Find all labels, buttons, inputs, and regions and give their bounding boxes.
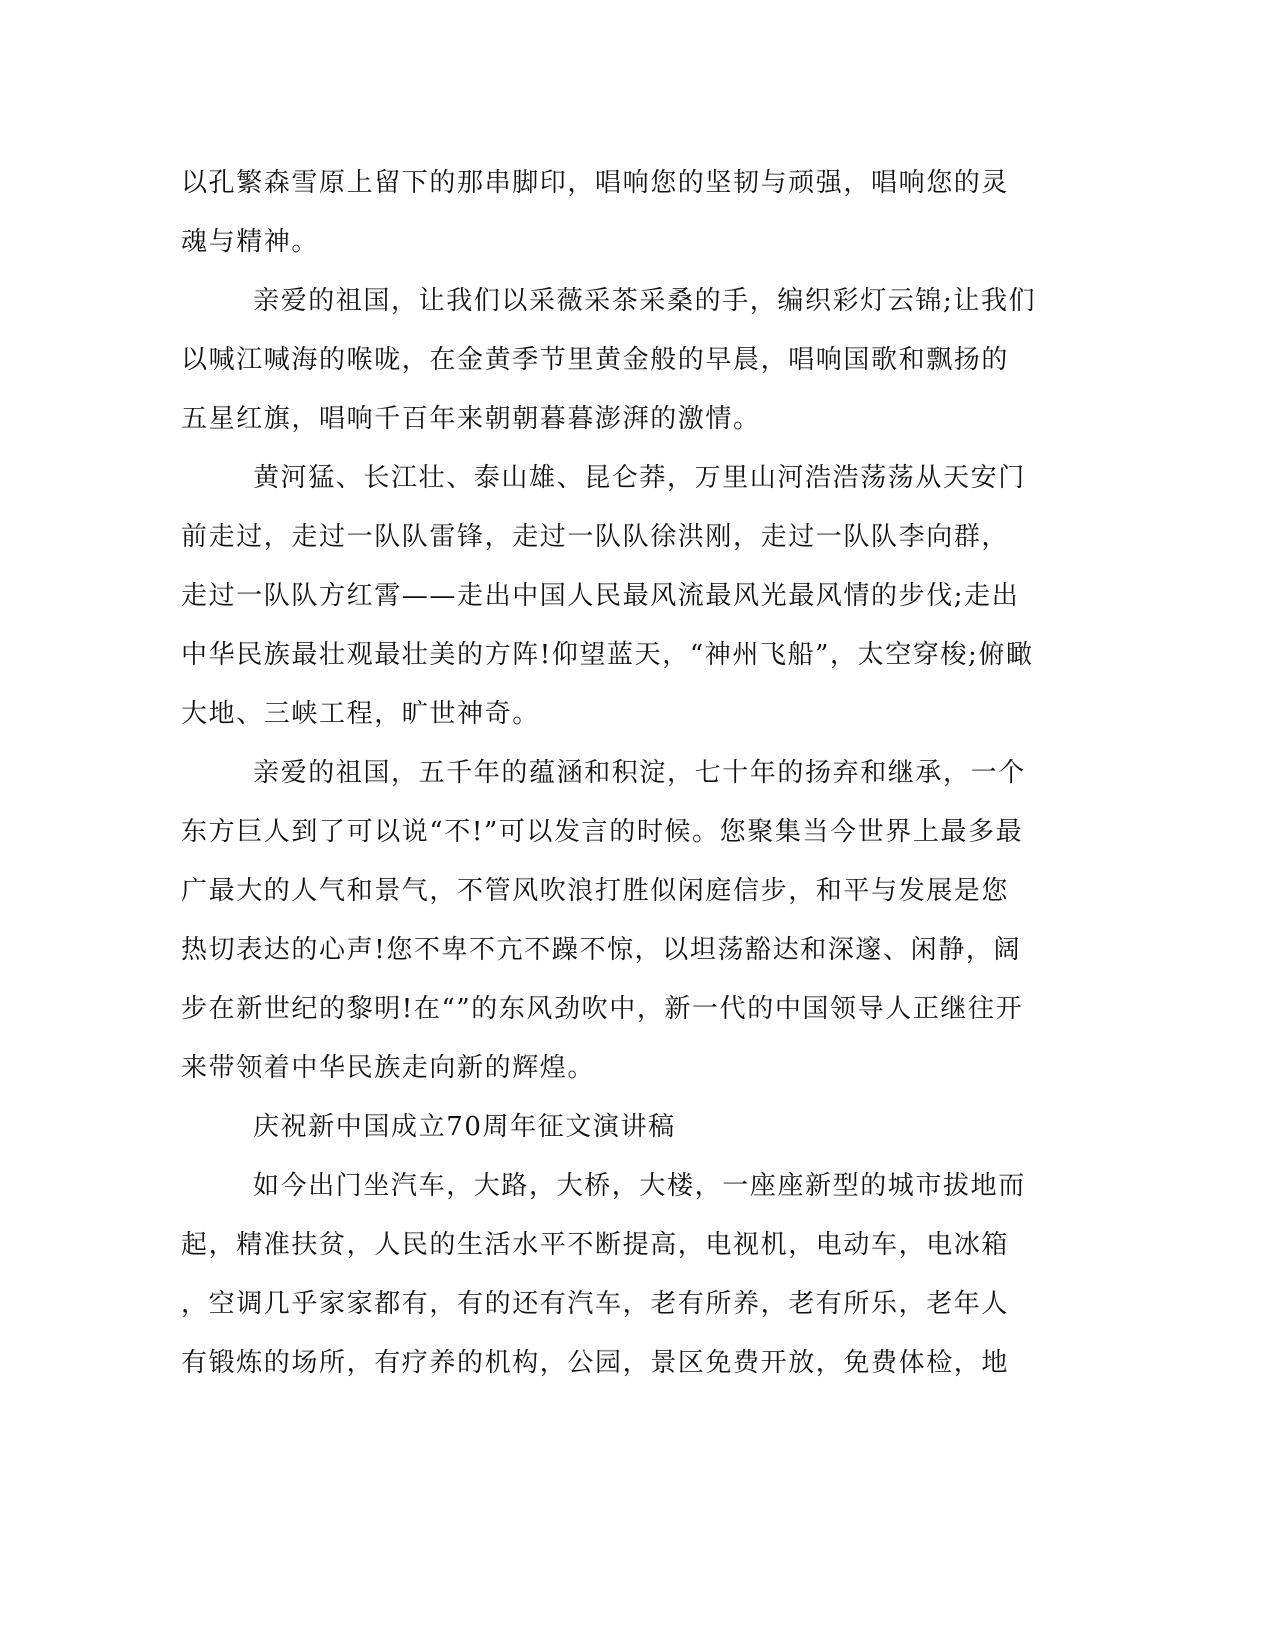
text-line: 亲爱的祖国，五千年的蕴涵和积淀，七十年的扬弃和继承，一个 <box>253 758 1026 788</box>
text-line: 以孔繁森雪原上留下的那串脚印，唱响您的坚韧与顽强，唱响您的灵 <box>181 168 1010 198</box>
text-line: 有锻炼的场所，有疗养的机构，公园，景区免费开放，免费体检，地 <box>181 1348 1010 1378</box>
text-line: 来带领着中华民族走向新的辉煌。 <box>181 1053 596 1083</box>
text-line: 起，精准扶贫，人民的生活水平不断提高，电视机，电动车，电冰箱 <box>181 1230 1010 1260</box>
text-line: 中华民族最壮观最壮美的方阵!仰望蓝天，“神州飞船”，太空穿梭;俯瞰 <box>181 640 1034 670</box>
text-line: 五星红旗，唱响千百年来朝朝暮暮澎湃的激情。 <box>181 404 761 434</box>
text-line: 走过一队队方红霄——走出中国人民最风流最风光最风情的步伐;走出 <box>181 581 1020 611</box>
text-line: 热切表达的心声!您不卑不亢不躁不惊，以坦荡豁达和深邃、闲静，阔 <box>181 935 1022 965</box>
text-line: 魂与精神。 <box>181 227 320 257</box>
text-line: 步在新世纪的黎明!在“”的东风劲吹中，新一代的中国领导人正继往开 <box>181 994 1024 1024</box>
text-line: 大地、三峡工程，旷世神奇。 <box>181 699 540 729</box>
text-line: 以喊江喊海的喉咙，在金黄季节里黄金般的早晨，唱响国歌和飘扬的 <box>181 345 1010 375</box>
text-line: 广最大的人气和景气，不管风吹浪打胜似闲庭信步，和平与发展是您 <box>181 876 1010 906</box>
section-heading: 庆祝新中国成立70周年征文演讲稿 <box>253 1112 676 1142</box>
text-line: 东方巨人到了可以说“不!”可以发言的时候。您聚集当今世界上最多最 <box>181 817 1024 847</box>
text-line: 黄河猛、长江壮、泰山雄、昆仑莽，万里山河浩浩荡荡从天安门 <box>253 463 1026 493</box>
text-line: 如今出门坐汽车，大路，大桥，大楼，一座座新型的城市拔地而 <box>253 1171 1026 1201</box>
document-body <box>181 154 1061 1393</box>
text-line: 亲爱的祖国，让我们以采薇采茶采桑的手，编织彩灯云锦;让我们 <box>253 286 1037 316</box>
text-line: ，空调几乎家家都有，有的还有汽车，老有所养，老有所乐，老年人 <box>181 1289 1010 1319</box>
text-line: 前走过，走过一队队雷锋，走过一队队徐洪刚，走过一队队李向群， <box>181 522 1010 552</box>
